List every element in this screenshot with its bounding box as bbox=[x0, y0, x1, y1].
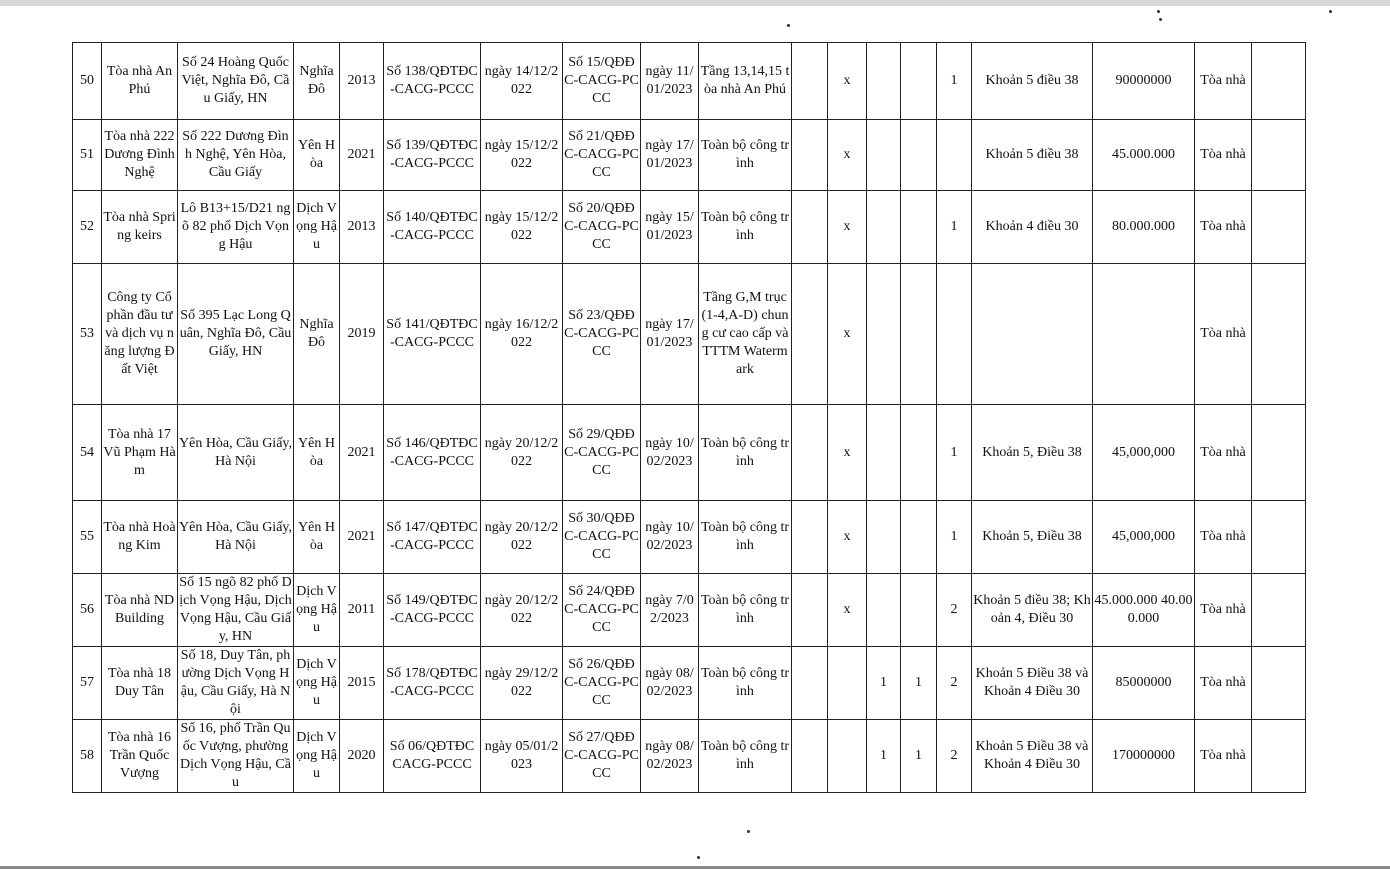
fine-amount-cell: 85000000 bbox=[1093, 647, 1195, 720]
violation-scope-cell: Toàn bộ công trình bbox=[699, 191, 792, 264]
address-cell: Yên Hòa, Cầu Giấy, Hà Nội bbox=[178, 501, 294, 574]
row-number-cell: 53 bbox=[73, 264, 102, 405]
address-cell: Số 16, phố Trần Quốc Vượng, phường Dịch Vọng Hậu, Cầu bbox=[178, 720, 294, 793]
note-cell bbox=[1252, 647, 1306, 720]
building-name-cell: Tòa nhà 222 Dương Đình Nghệ bbox=[102, 120, 178, 191]
table-row bbox=[73, 574, 1306, 647]
col-mark-4-cell: 1 bbox=[901, 720, 937, 793]
inspection-date-cell: ngày 20/12/2022 bbox=[481, 574, 563, 647]
violation-scope-cell: Tầng G,M trục (1-4,A-D) chung cư cao cấp và TTTM Watermark bbox=[699, 264, 792, 405]
facility-type-cell: Tòa nhà bbox=[1195, 720, 1252, 793]
legal-clause-cell: Khoản 5 Điều 38 và Khoản 4 Điều 30 bbox=[972, 720, 1093, 793]
table-row bbox=[73, 120, 1306, 191]
col-mark-1-cell bbox=[792, 720, 828, 793]
col-mark-3-cell bbox=[867, 574, 901, 647]
col-mark-3-cell bbox=[867, 501, 901, 574]
ward-cell: Nghĩa Đô bbox=[294, 264, 340, 405]
year-cell: 2020 bbox=[340, 720, 384, 793]
col-mark-4-cell bbox=[901, 405, 937, 501]
penalty-date-cell: ngày 17/01/2023 bbox=[641, 264, 699, 405]
col-mark-1-cell bbox=[792, 191, 828, 264]
table-row bbox=[73, 405, 1306, 501]
row-number-cell: 51 bbox=[73, 120, 102, 191]
address-cell: Yên Hòa, Cầu Giấy, Hà Nội bbox=[178, 405, 294, 501]
year-cell: 2021 bbox=[340, 120, 384, 191]
violation-count-cell bbox=[937, 120, 972, 191]
inspection-decision-cell: Số 140/QĐTĐC-CACG-PCCC bbox=[384, 191, 481, 264]
penalty-decision-cell: Số 29/QĐĐC-CACG-PCCC bbox=[563, 405, 641, 501]
penalty-decision-cell: Số 30/QĐĐC-CACG-PCCC bbox=[563, 501, 641, 574]
ward-cell: Yên Hòa bbox=[294, 501, 340, 574]
table-row bbox=[73, 191, 1306, 264]
inspection-date-cell: ngày 29/12/2022 bbox=[481, 647, 563, 720]
table-row bbox=[73, 264, 1306, 405]
violation-scope-cell: Toàn bộ công trình bbox=[699, 647, 792, 720]
col-mark-1-cell bbox=[792, 43, 828, 120]
note-cell bbox=[1252, 405, 1306, 501]
col-mark-4-cell: 1 bbox=[901, 647, 937, 720]
fine-amount-cell: 80.000.000 bbox=[1093, 191, 1195, 264]
col-mark-4-cell bbox=[901, 191, 937, 264]
inspection-decision-cell: Số 06/QĐTĐC CACG-PCCC bbox=[384, 720, 481, 793]
penalty-decision-cell: Số 26/QĐĐC-CACG-PCCC bbox=[563, 647, 641, 720]
col-mark-2-cell bbox=[828, 647, 867, 720]
inspection-decision-cell: Số 141/QĐTĐC-CACG-PCCC bbox=[384, 264, 481, 405]
note-cell bbox=[1252, 120, 1306, 191]
col-mark-1-cell bbox=[792, 264, 828, 405]
address-cell: Số 18, Duy Tân, phường Dịch Vọng Hậu, Cầu Giấy, Hà Nội bbox=[178, 647, 294, 720]
scan-speck bbox=[1329, 10, 1332, 13]
inspection-date-cell: ngày 16/12/2022 bbox=[481, 264, 563, 405]
facility-type-cell: Tòa nhà bbox=[1195, 120, 1252, 191]
building-name-cell: Tòa nhà An Phú bbox=[102, 43, 178, 120]
col-mark-2-cell: x bbox=[828, 501, 867, 574]
facility-type-cell: Tòa nhà bbox=[1195, 405, 1252, 501]
penalty-decision-cell: Số 23/QĐĐC-CACG-PCCC bbox=[563, 264, 641, 405]
penalty-date-cell: ngày 11/01/2023 bbox=[641, 43, 699, 120]
note-cell bbox=[1252, 501, 1306, 574]
legal-clause-cell: Khoản 5 điều 38 bbox=[972, 43, 1093, 120]
col-mark-2-cell bbox=[828, 720, 867, 793]
year-cell: 2021 bbox=[340, 405, 384, 501]
penalty-decision-cell: Số 24/QĐĐC-CACG-PCCC bbox=[563, 574, 641, 647]
building-name-cell: Tòa nhà ND Building bbox=[102, 574, 178, 647]
table-row bbox=[73, 501, 1306, 574]
fine-amount-cell: 45.000.000 40.000.000 bbox=[1093, 574, 1195, 647]
address-cell: Số 15 ngõ 82 phố Dịch Vọng Hậu, Dịch Vọng Hậu, Cầu Giấy, HN bbox=[178, 574, 294, 647]
col-mark-4-cell bbox=[901, 120, 937, 191]
row-number-cell: 50 bbox=[73, 43, 102, 120]
address-cell: Số 24 Hoàng Quốc Việt, Nghĩa Đô, Cầu Giấy, HN bbox=[178, 43, 294, 120]
row-number-cell: 55 bbox=[73, 501, 102, 574]
building-name-cell: Tòa nhà 16 Trần Quốc Vượng bbox=[102, 720, 178, 793]
top-scan-edge bbox=[0, 0, 1390, 6]
address-cell: Số 222 Dương Đình Nghệ, Yên Hòa, Cầu Giấy bbox=[178, 120, 294, 191]
ward-cell: Nghĩa Đô bbox=[294, 43, 340, 120]
facility-type-cell: Tòa nhà bbox=[1195, 43, 1252, 120]
col-mark-2-cell: x bbox=[828, 405, 867, 501]
legal-clause-cell: Khoản 4 điều 30 bbox=[972, 191, 1093, 264]
col-mark-3-cell bbox=[867, 405, 901, 501]
col-mark-3-cell bbox=[867, 191, 901, 264]
inspection-decision-cell: Số 139/QĐTĐC-CACG-PCCC bbox=[384, 120, 481, 191]
building-name-cell: Tòa nhà 17 Vũ Phạm Hàm bbox=[102, 405, 178, 501]
violation-scope-cell: Toàn bộ công trình bbox=[699, 720, 792, 793]
row-number-cell: 52 bbox=[73, 191, 102, 264]
inspection-date-cell: ngày 20/12/2022 bbox=[481, 501, 563, 574]
fine-amount-cell: 90000000 bbox=[1093, 43, 1195, 120]
facility-type-cell: Tòa nhà bbox=[1195, 647, 1252, 720]
year-cell: 2013 bbox=[340, 43, 384, 120]
ward-cell: Dịch Vọng Hậu bbox=[294, 191, 340, 264]
year-cell: 2011 bbox=[340, 574, 384, 647]
col-mark-1-cell bbox=[792, 501, 828, 574]
row-number-cell: 56 bbox=[73, 574, 102, 647]
facility-type-cell: Tòa nhà bbox=[1195, 191, 1252, 264]
violation-count-cell: 1 bbox=[937, 43, 972, 120]
violation-count-cell bbox=[937, 264, 972, 405]
inspection-decision-cell: Số 147/QĐTĐC-CACG-PCCC bbox=[384, 501, 481, 574]
address-cell: Lô B13+15/D21 ngõ 82 phố Dịch Vọng Hậu bbox=[178, 191, 294, 264]
note-cell bbox=[1252, 43, 1306, 120]
col-mark-2-cell: x bbox=[828, 43, 867, 120]
violation-count-cell: 2 bbox=[937, 574, 972, 647]
scan-speck bbox=[1157, 10, 1160, 13]
legal-clause-cell: Khoản 5, Điều 38 bbox=[972, 405, 1093, 501]
col-mark-1-cell bbox=[792, 647, 828, 720]
col-mark-2-cell: x bbox=[828, 120, 867, 191]
row-number-cell: 54 bbox=[73, 405, 102, 501]
col-mark-2-cell: x bbox=[828, 264, 867, 405]
ward-cell: Dịch Vọng Hậu bbox=[294, 574, 340, 647]
scan-speck bbox=[697, 856, 700, 859]
ward-cell: Dịch Vọng Hậu bbox=[294, 647, 340, 720]
legal-clause-cell bbox=[972, 264, 1093, 405]
table-row bbox=[73, 647, 1306, 720]
violation-count-cell: 2 bbox=[937, 720, 972, 793]
col-mark-2-cell: x bbox=[828, 574, 867, 647]
col-mark-1-cell bbox=[792, 120, 828, 191]
year-cell: 2019 bbox=[340, 264, 384, 405]
inspection-date-cell: ngày 05/01/2023 bbox=[481, 720, 563, 793]
violation-count-cell: 1 bbox=[937, 191, 972, 264]
violation-count-cell: 2 bbox=[937, 647, 972, 720]
inspection-date-cell: ngày 15/12/2022 bbox=[481, 120, 563, 191]
violation-scope-cell: Toàn bộ công trình bbox=[699, 574, 792, 647]
table-row bbox=[73, 43, 1306, 120]
building-name-cell: Tòa nhà Spring keirs bbox=[102, 191, 178, 264]
year-cell: 2015 bbox=[340, 647, 384, 720]
inspection-date-cell: ngày 15/12/2022 bbox=[481, 191, 563, 264]
col-mark-4-cell bbox=[901, 43, 937, 120]
violation-scope-cell: Toàn bộ công trình bbox=[699, 501, 792, 574]
scan-speck bbox=[787, 24, 790, 27]
year-cell: 2021 bbox=[340, 501, 384, 574]
col-mark-1-cell bbox=[792, 574, 828, 647]
penalty-date-cell: ngày 17/01/2023 bbox=[641, 120, 699, 191]
penalty-date-cell: ngày 15/01/2023 bbox=[641, 191, 699, 264]
note-cell bbox=[1252, 191, 1306, 264]
fine-amount-cell bbox=[1093, 264, 1195, 405]
records-table bbox=[72, 42, 1306, 793]
inspection-decision-cell: Số 138/QĐTĐC-CACG-PCCC bbox=[384, 43, 481, 120]
year-cell: 2013 bbox=[340, 191, 384, 264]
building-name-cell: Công ty Cổ phần đầu tư và dịch vụ năng lượng Đất Việt bbox=[102, 264, 178, 405]
table-row bbox=[73, 720, 1306, 793]
col-mark-3-cell bbox=[867, 43, 901, 120]
penalty-date-cell: ngày 10/02/2023 bbox=[641, 501, 699, 574]
ward-cell: Dịch Vọng Hậu bbox=[294, 720, 340, 793]
inspection-date-cell: ngày 20/12/2022 bbox=[481, 405, 563, 501]
col-mark-2-cell: x bbox=[828, 191, 867, 264]
scan-speck bbox=[747, 830, 750, 833]
penalty-date-cell: ngày 08/02/2023 bbox=[641, 720, 699, 793]
penalty-decision-cell: Số 15/QĐĐC-CACG-PCCC bbox=[563, 43, 641, 120]
ward-cell: Yên Hòa bbox=[294, 120, 340, 191]
penalty-date-cell: ngày 7/02/2023 bbox=[641, 574, 699, 647]
inspection-decision-cell: Số 178/QĐTĐC-CACG-PCCC bbox=[384, 647, 481, 720]
building-name-cell: Tòa nhà 18 Duy Tân bbox=[102, 647, 178, 720]
scan-speck bbox=[1159, 18, 1162, 21]
col-mark-4-cell bbox=[901, 264, 937, 405]
note-cell bbox=[1252, 720, 1306, 793]
inspection-date-cell: ngày 14/12/2022 bbox=[481, 43, 563, 120]
violation-scope-cell: Tầng 13,14,15 tòa nhà An Phú bbox=[699, 43, 792, 120]
facility-type-cell: Tòa nhà bbox=[1195, 501, 1252, 574]
violation-count-cell: 1 bbox=[937, 405, 972, 501]
col-mark-3-cell: 1 bbox=[867, 720, 901, 793]
legal-clause-cell: Khoản 5 điều 38 bbox=[972, 120, 1093, 191]
penalty-date-cell: ngày 08/02/2023 bbox=[641, 647, 699, 720]
col-mark-1-cell bbox=[792, 405, 828, 501]
col-mark-4-cell bbox=[901, 574, 937, 647]
violation-scope-cell: Toàn bộ công trình bbox=[699, 120, 792, 191]
legal-clause-cell: Khoản 5, Điều 38 bbox=[972, 501, 1093, 574]
address-cell: Số 395 Lạc Long Quân, Nghĩa Đô, Cầu Giấy, HN bbox=[178, 264, 294, 405]
fine-amount-cell: 45,000,000 bbox=[1093, 405, 1195, 501]
fine-amount-cell: 45,000,000 bbox=[1093, 501, 1195, 574]
fine-amount-cell: 170000000 bbox=[1093, 720, 1195, 793]
penalty-date-cell: ngày 10/02/2023 bbox=[641, 405, 699, 501]
records-body bbox=[73, 43, 1306, 793]
ward-cell: Yên Hòa bbox=[294, 405, 340, 501]
col-mark-3-cell: 1 bbox=[867, 647, 901, 720]
inspection-decision-cell: Số 146/QĐTĐC-CACG-PCCC bbox=[384, 405, 481, 501]
legal-clause-cell: Khoản 5 điều 38; Khoản 4, Điều 30 bbox=[972, 574, 1093, 647]
note-cell bbox=[1252, 574, 1306, 647]
legal-clause-cell: Khoản 5 Điều 38 và Khoản 4 Điều 30 bbox=[972, 647, 1093, 720]
facility-type-cell: Tòa nhà bbox=[1195, 264, 1252, 405]
penalty-decision-cell: Số 21/QĐĐC-CACG-PCCC bbox=[563, 120, 641, 191]
row-number-cell: 58 bbox=[73, 720, 102, 793]
col-mark-4-cell bbox=[901, 501, 937, 574]
inspection-decision-cell: Số 149/QĐTĐC-CACG-PCCC bbox=[384, 574, 481, 647]
col-mark-3-cell bbox=[867, 120, 901, 191]
fine-amount-cell: 45.000.000 bbox=[1093, 120, 1195, 191]
penalty-decision-cell: Số 20/QĐĐC-CACG-PCCC bbox=[563, 191, 641, 264]
facility-type-cell: Tòa nhà bbox=[1195, 574, 1252, 647]
violation-count-cell: 1 bbox=[937, 501, 972, 574]
col-mark-3-cell bbox=[867, 264, 901, 405]
building-name-cell: Tòa nhà Hoàng Kim bbox=[102, 501, 178, 574]
row-number-cell: 57 bbox=[73, 647, 102, 720]
note-cell bbox=[1252, 264, 1306, 405]
violation-scope-cell: Toàn bộ công trình bbox=[699, 405, 792, 501]
penalty-decision-cell: Số 27/QĐĐC-CACG-PCCC bbox=[563, 720, 641, 793]
